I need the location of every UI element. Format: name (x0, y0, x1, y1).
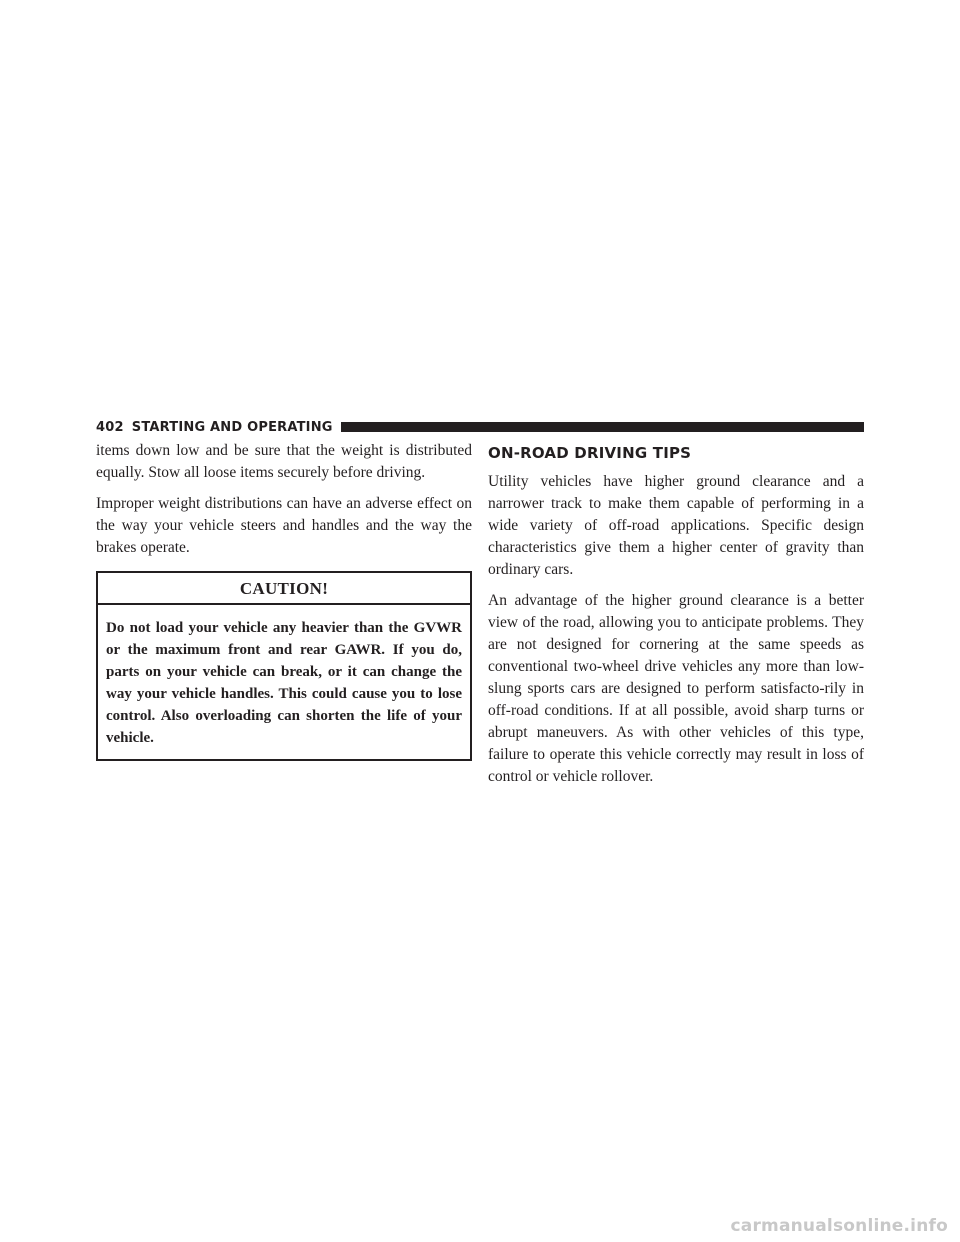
body-paragraph: Utility vehicles have higher ground clearance and a narrower track to make them capable of performing in a wide variety of off-road applications. Specific design characteristics give them a higher center of gravity than ordinary cars. (488, 473, 864, 578)
caution-title: CAUTION! (98, 573, 470, 605)
page-number: 402 (96, 419, 124, 435)
body-paragraph: items down low and be sure that the weight is distributed equally. Stow all loose items securely before driving. (96, 442, 472, 481)
left-column (96, 440, 472, 761)
section-title: STARTING AND OPERATING (131, 419, 333, 435)
caution-body: Do not load your vehicle any heavier than the GVWR or the maximum front and rear GAWR. If you do, parts on your vehicle can break, or it can change the way your vehicle handles. This could cause you to lose control. Also overloading can shorten the life of your vehicle. (106, 620, 462, 746)
watermark: carmanualsonline.info (730, 1216, 948, 1236)
section-heading: ON-ROAD DRIVING TIPS (488, 444, 692, 462)
page-header (96, 416, 864, 438)
body-paragraph: Improper weight distributions can have an adverse effect on the way your vehicle steers and handles and the way the brakes operate. (96, 495, 472, 556)
right-column (488, 440, 864, 797)
caution-box (96, 571, 472, 761)
header-rule (341, 422, 864, 432)
body-paragraph: An advantage of the higher ground clearance is a better view of the road, allowing you to anticipate problems. They are not designed for cornering at the same speeds as conventional two-wheel drive vehicles any more than low-slung sports cars are designed to perform satisfacto-rily in off-road conditions. If at all possible, avoid sharp turns or abrupt maneuvers. As with other vehicles of this type, failure to operate this vehicle correctly may result in loss of control or vehicle rollover. (488, 592, 864, 785)
